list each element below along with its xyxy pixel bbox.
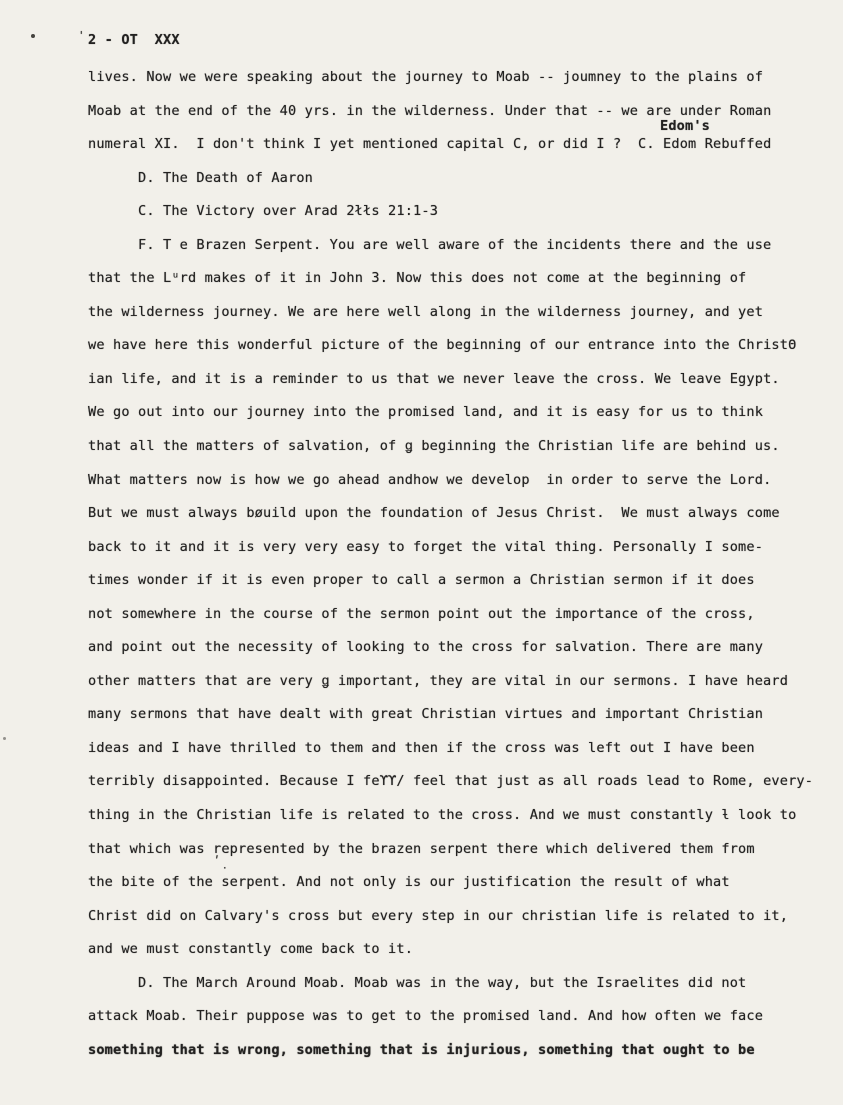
text-line: ideas and I have thrilled to them and then if the cross was left out I have been [88, 739, 755, 756]
text-line: C. The Victory over Arad 2łłs 21:1-3 [138, 203, 439, 220]
text-line: thing in the Christian life is related to the cross. And we must constantly ƚ look to [88, 807, 797, 824]
text-line: F. T e Brazen Serpent. You are well aware of the incidents there and the use [138, 236, 772, 253]
text-line: numeral XI. I don't think I yet mentioned capital C, or did I ? C. Edom Rebuffed [88, 136, 772, 153]
text-line: not somewhere in the course of the sermon point out the importance of the cross, [88, 605, 755, 622]
text-line: What matters now is how we go ahead andhow we develop in order to serve the Lord. [88, 471, 772, 488]
text-line: that which was represented by the brazen serpent there which delivered them from [88, 840, 755, 857]
text-line: many sermons that have dealt with great Christian virtues and important Christian [88, 706, 764, 723]
text-line: that the Lᵘrd makes of it in John 3. Now this does not come at the beginning of [88, 270, 747, 287]
caret-mark: ʹ̣ [213, 855, 221, 870]
text-line: lives. Now we were speaking about the journey to Moab -- joumney to the plains of [88, 69, 764, 85]
text-line: that all the matters of salvation, of ǥ beginning the Christian life are behind us. [88, 438, 780, 455]
text-line: back to it and it is very very easy to forget the vital thing. Personally I some- [88, 538, 764, 555]
document-body [88, 61, 814, 1067]
text-line: times wonder if it is even proper to call a sermon a Christian sermon if it does [88, 572, 755, 589]
text-line: and point out the necessity of looking to the cross for salvation. There are many [88, 639, 764, 656]
text-line: the bite of the serpent. And not only is our justification the result of what [88, 874, 730, 891]
interline-correction: Edom's [660, 118, 711, 134]
text-line: other matters that are very ǥ important, they are vital in our sermons. I have heard [88, 672, 789, 689]
text-line: we have here this wonderful picture of the beginning of our entrance into the ChristΘ [88, 337, 797, 354]
text-line: Moab at the end of the 40 yrs. in the wilderness. Under that -- we are under Roman [88, 102, 772, 119]
ink-speck [31, 34, 35, 38]
text-line: We go out into our journey into the promised land, and it is easy for us to think [88, 404, 764, 421]
stray-tick-mark: ' [78, 29, 85, 42]
text-line: something that is wrong, something that is injurious, something that ought to be [88, 1041, 755, 1058]
ink-speck [3, 737, 6, 740]
text-line: the wilderness journey. We are here well along in the wilderness journey, and yet [88, 303, 764, 320]
text-line: and we must constantly come back to it. [88, 941, 414, 958]
text-line: But we must always bøuild upon the foundation of Jesus Christ. We must always come [88, 505, 780, 522]
page-header: 2 - OT XXX [88, 32, 180, 48]
text-line: Christ did on Calvary's cross but every step in our christian life is related to it, [88, 907, 789, 924]
text-line: terribly disappointed. Because I feϒϒ/ feel that just as all roads lead to Rome, every- [88, 773, 814, 790]
text-line: attack Moab. Their puppose was to get to the promised land. And how often we face [88, 1008, 764, 1025]
text-line: ian life, and it is a reminder to us that we never leave the cross. We leave Egypt. [88, 370, 780, 387]
text-line: D. The March Around Moab. Moab was in the way, but the Israelites did not [138, 974, 747, 991]
text-line: D. The Death of Aaron [138, 169, 314, 186]
